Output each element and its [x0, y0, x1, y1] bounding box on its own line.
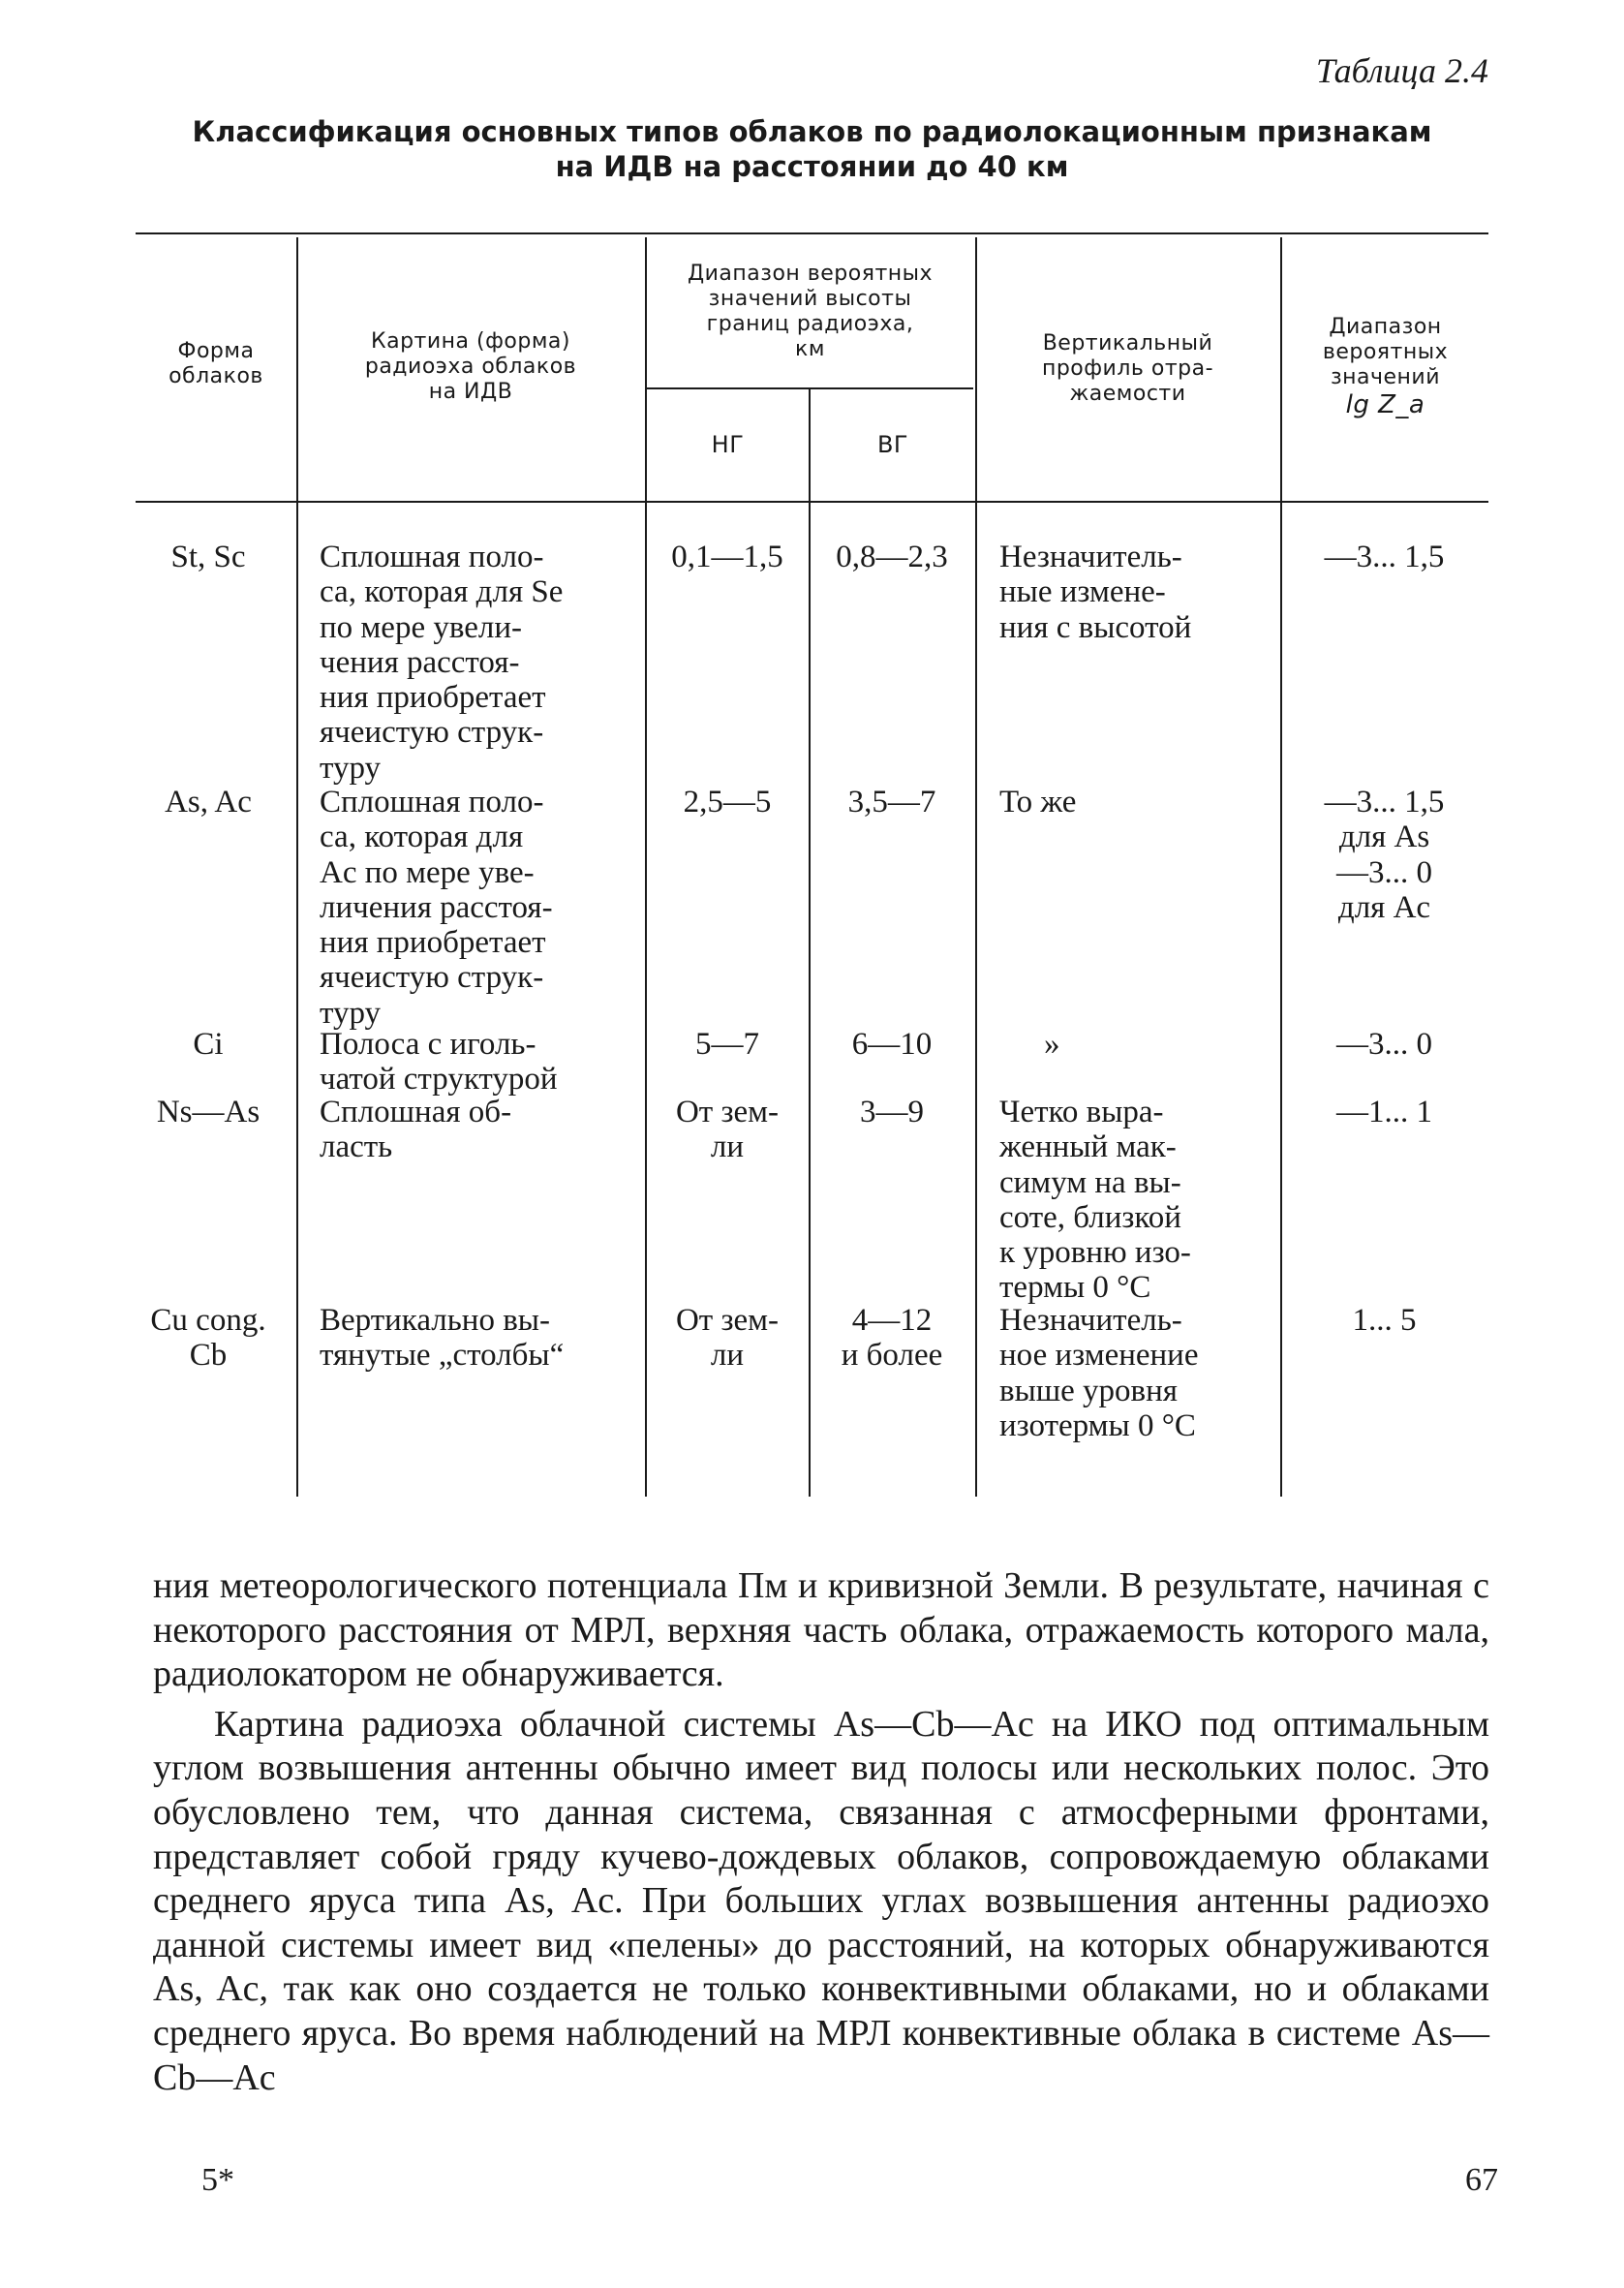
- table-cell-profile: Незначитель- ное изменение выше уровня изотермы 0 °C: [999, 1303, 1199, 1443]
- table-cell-profile: То же: [999, 785, 1077, 819]
- table-cell-vg: 4—12 и более: [841, 1303, 943, 1374]
- column-divider: [975, 237, 977, 1497]
- header-lg-za: Диапазон вероятных значений lg Z_a: [1322, 315, 1449, 419]
- table-title: [136, 114, 1488, 185]
- table-title-line: на ИДВ на расстоянии до 40 км: [555, 150, 1069, 184]
- page-number: 67: [1465, 2162, 1498, 2198]
- table-title-line: Классификация основных типов облаков по радиолокационным признакам: [192, 115, 1432, 148]
- signature-mark: 5*: [201, 2162, 234, 2198]
- table-cell-lg: —3... 1,5: [1324, 540, 1445, 574]
- body-text: [153, 1564, 1489, 2100]
- table-cell-ng: 5—7: [695, 1027, 759, 1062]
- table-cell-form: St, Sc: [170, 540, 246, 574]
- table-cell-lg: 1... 5: [1352, 1303, 1417, 1338]
- table-cell-profile: Четко выра- женный мак- симум на вы- соте, близкой к уровню изо- термы 0 °C: [999, 1095, 1191, 1306]
- table-cell-picture: Сплошная об- ласть: [320, 1095, 512, 1165]
- table-cell-profile: Незначитель- ные измене- ния с высотой: [999, 540, 1192, 645]
- table-cell-picture: Вертикально вы- тянутые „столбы“: [320, 1303, 565, 1374]
- table-cell-lg: —3... 1,5 для As —3... 0 для Ac: [1324, 785, 1445, 925]
- table-header-rule: [136, 501, 1488, 503]
- header-profile: Вертикальный профиль отра- жаемости: [1041, 331, 1214, 406]
- header-height-range: Диапазон вероятных значений высоты границ радиоэха, км: [687, 262, 934, 361]
- table-cell-picture: Сплошная поло- са, которая для Se по мере увели- чения расстоя- ния приобретает ячеистую струк- туру: [320, 540, 564, 786]
- body-paragraph: Картина радиоэха облачной системы As—Cb—Ac на ИКО под оптимальным углом возвышения антенны обычно имеет вид полосы или нескольких полос. Это обусловлено тем, что данная система, связанная с атмосферными фронтами, представляет собой гряду кучево-дождевых облаков, сопровождаемую облаками среднего яруса типа As, Ac. При больших углах возвышения антенны радиоэхо данной системы имеет вид «пелены» до расстояний, на которых обнаруживаются As, Ac, так как оно создается не только конвективными облаками, но и облаками среднего яруса. Во время наблюдений на МРЛ конвективные облака в системе As—Cb—Ac: [153, 1703, 1489, 2098]
- table-cell-form: Cu cong. Cb: [150, 1303, 266, 1374]
- table-cell-vg: 0,8—2,3: [836, 540, 948, 574]
- table-cell-profile: »: [1044, 1027, 1060, 1062]
- header-vg: ВГ: [876, 431, 909, 458]
- table-cell-ng: 0,1—1,5: [671, 540, 783, 574]
- range-subheader-rule: [647, 387, 973, 389]
- table-cell-vg: 3,5—7: [847, 785, 936, 819]
- table-cell-ng: От зем- ли: [675, 1095, 780, 1165]
- table-cell-ng: 2,5—5: [683, 785, 772, 819]
- table-cell-form: As, Ac: [165, 785, 252, 819]
- header-form: Форма облаков: [169, 339, 263, 388]
- table-cell-picture: Сплошная поло- са, которая для Ac по мере уве- личения расстоя- ния приобретает ячеистую струк- туру: [320, 785, 553, 1031]
- table-cell-picture: Полоса с иголь- чатой структурой: [320, 1027, 558, 1098]
- header-ng: НГ: [711, 431, 745, 458]
- table-cell-ng: От зем- ли: [675, 1303, 780, 1374]
- table-cell-lg: —3... 0: [1336, 1027, 1432, 1062]
- table-cell-form: Ns—As: [156, 1095, 260, 1129]
- column-divider: [296, 237, 298, 1497]
- table-top-rule: [136, 232, 1488, 234]
- table-cell-vg: 3—9: [860, 1095, 924, 1129]
- table-cell-form: Ci: [193, 1027, 224, 1062]
- table-cell-lg: —1... 1: [1336, 1095, 1432, 1129]
- header-picture: Картина (форма) радиоэха облаков на ИДВ: [364, 329, 577, 404]
- table-cell-vg: 6—10: [851, 1027, 933, 1062]
- table-label: Таблица 2.4: [1315, 51, 1488, 90]
- body-paragraph: ния метеорологического потенциала Пм и кривизной Земли. В результате, начиная с некоторого расстояния от МРЛ, верхняя часть облака, отражаемость которого мала, радиолокатором не обнаруживается.: [153, 1565, 1489, 1695]
